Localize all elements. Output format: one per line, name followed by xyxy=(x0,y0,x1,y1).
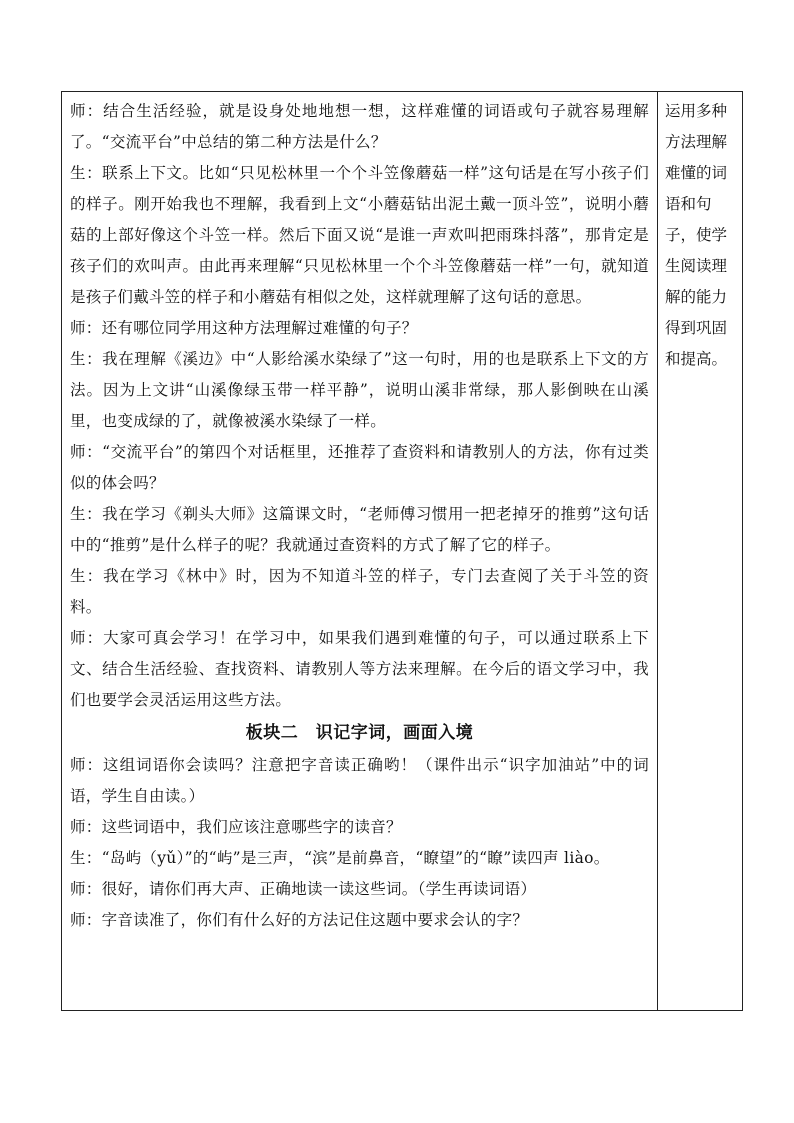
dialogue-paragraph: 师：结合生活经验，就是设身处地地想一想，这样难懂的词语或句子就容易理解了。“交流平台”中总结的第二种方法是什么？ xyxy=(70,102,649,151)
lesson-table xyxy=(61,91,743,1011)
dialogue-paragraph: 师：大家可真会学习！在学习中，如果我们遇到难懂的句子，可以通过联系上下文、结合生活经验、查找资料、请教别人等方法来理解。在今后的语文学习中，我们也要学会灵活运用这些方法。 xyxy=(70,629,649,709)
lesson-content-cell xyxy=(62,92,658,1010)
dialogue-paragraph: 生：我在理解《溪边》中“人影给溪水染绿了”这一句时，用的也是联系上下文的方法。因为上文讲“山溪像绿玉带一样平静”，说明山溪非常绿，那人影倒映在山溪里，也变成绿的了，就像被溪水染绿了一样。 xyxy=(70,350,649,430)
dialogue-paragraph: 生：我在学习《林中》时，因为不知道斗笠的样子，专门去查阅了关于斗笠的资料。 xyxy=(70,567,649,616)
dialogue-paragraph: 师：还有哪位同学用这种方法理解过难懂的句子？ xyxy=(70,319,418,337)
design-intent-cell xyxy=(658,92,742,1010)
dialogue-paragraph: 师：很好，请你们再大声、正确地读一读这些词。（学生再读词语） xyxy=(70,880,537,898)
dialogue-paragraph: 生：我在学习《剃头大师》这篇课文时，“老师傅习惯用一把老掉牙的推剪”这句话中的“推剪”是什么样子的呢？我就通过查资料的方式了解了它的样子。 xyxy=(70,505,649,554)
dialogue-paragraph: 生：联系上下文。比如“只见松林里一个个斗笠像蘑菇一样”这句话是在写小孩子们的样子。刚开始我也不理解，我看到上文“小蘑菇钻出泥土戴一顶斗笠”，说明小蘑菇的上部好像这个斗笠一样。然后下面又说“是谁一声欢叫把雨珠抖落”，那肯定是孩子们的欢叫声。由此再来理解“只见松林里一个个斗笠像蘑菇一样”一句，就知道是孩子们戴斗笠的样子和小蘑菇有相似之处，这样就理解了这句话的意思。 xyxy=(70,164,649,306)
dialogue-paragraph: 师：字音读准了，你们有什么好的方法记住这题中要求会认的字？ xyxy=(70,911,529,929)
design-intent-note: 运用多种方法理解难懂的词语和句子，使学生阅读理解的能力得到巩固和提高。 xyxy=(665,102,728,368)
dialogue-paragraph: 师：“交流平台”的第四个对话框里，还推荐了查资料和请教别人的方法，你有过类似的体会吗？ xyxy=(70,443,649,492)
dialogue-paragraph: 师：这组词语你会读吗？注意把字音读正确哟！（课件出示“识字加油站”中的词语，学生自由读。） xyxy=(70,756,649,805)
section-heading: 板块二 识记字词，画面入境 xyxy=(245,723,474,743)
dialogue-paragraph: 生：“岛屿（yǔ）”的“屿”是三声，“滨”是前鼻音，“瞭望”的“瞭”读四声 liào。 xyxy=(70,849,610,867)
dialogue-paragraph: 师：这些词语中，我们应该注意哪些字的读音？ xyxy=(70,818,402,836)
